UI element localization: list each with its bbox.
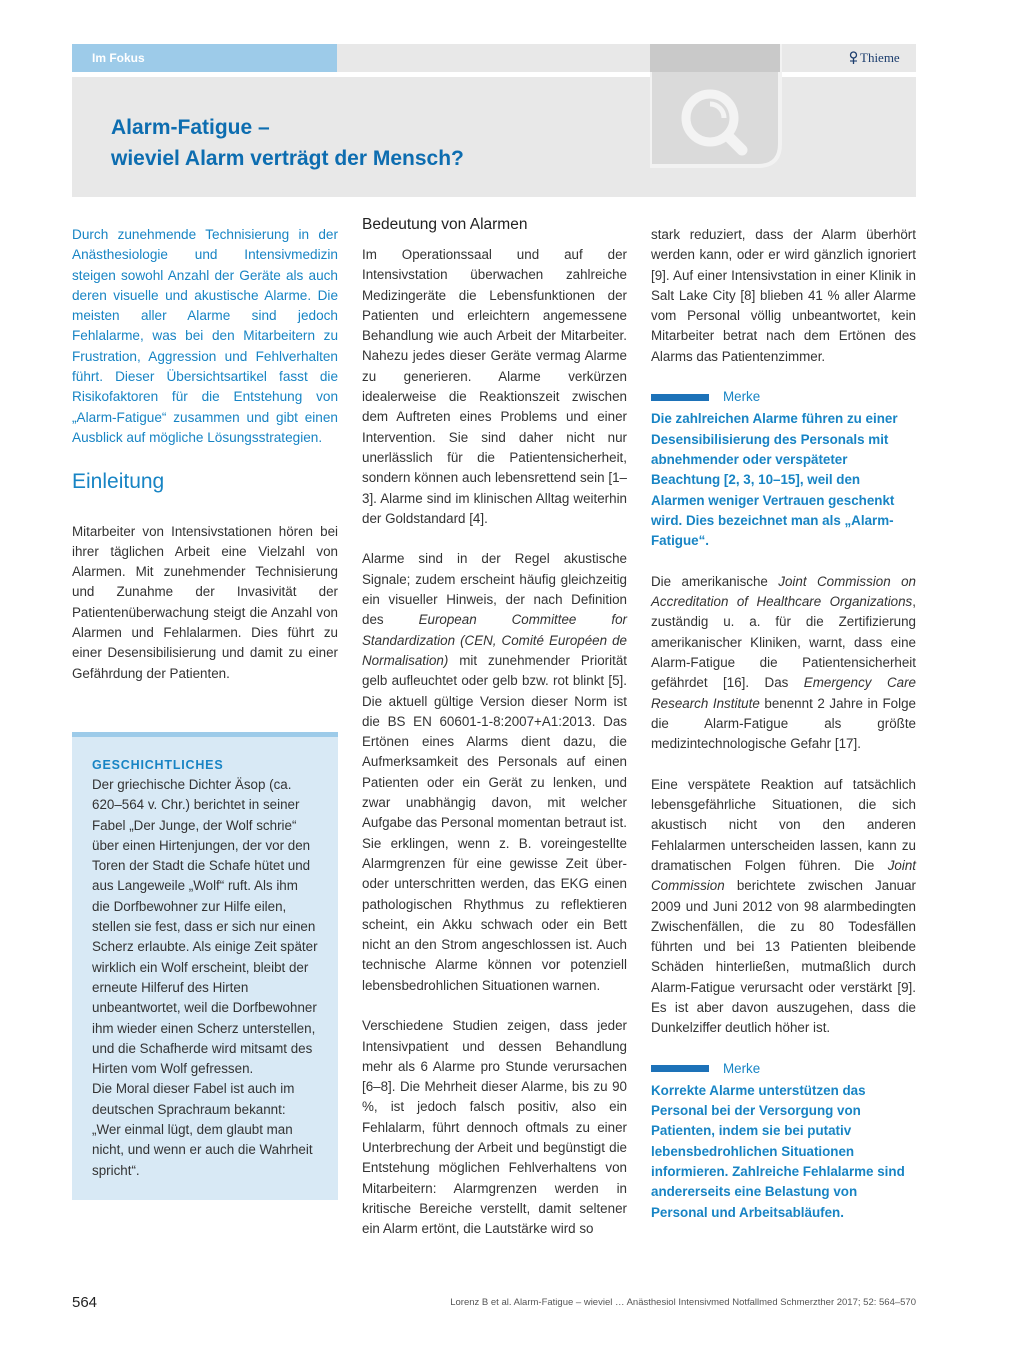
merke-bar <box>651 1065 709 1072</box>
column-2 <box>362 245 627 1240</box>
section-tab: Im Fokus <box>72 44 337 72</box>
paragraph <box>362 549 627 996</box>
text-run: Die amerikanische <box>651 573 779 589</box>
column-3 <box>651 225 916 1243</box>
article-title <box>111 112 631 174</box>
einleitung-text: Mitarbeiter von Intensivstationen hören bei ihrer täglichen Arbeit eine Vielzahl von Alarmen. Mit zunehmender Technisierung und Zunahme der Invasivität der Patientenüberwachung steigt die Anzahl von Alarmen und Fehlalarmen. Dies führt zu einer Desensibilisierung und damit zu einer Gefährdung der Patienten. <box>72 523 338 681</box>
merke-header <box>651 387 916 407</box>
title-line-2: wieviel Alarm verträgt der Mensch? <box>111 147 464 170</box>
paragraph: Im Operationssaal und auf der Intensivstation überwachen zahlreiche Medizingeräte die Lebensfunktionen der Patienten und erleichtern angemessene Behandlung wie auch Arbeit der Mitarbeiter. Nahezu jedes dieser Geräte vermag Alarme zu generieren. Alarme verkürzen idealerweise die Reaktionszeit zwischen dem Auftreten eines Problems und einer Intervention. Sie sind daher nicht nur unerlässlich für die Patientensicherheit, sondern können auch lebensrettend sein [1–3]. Alarme sind im klinischen Alltag weiterhin der Goldstandard [4]. <box>362 247 627 526</box>
merke-box-2 <box>651 1059 916 1223</box>
title-line-1: Alarm-Fatigue – <box>111 116 270 139</box>
italic-term: Joint Commission <box>651 857 916 894</box>
thieme-logo <box>848 50 900 66</box>
text-run: , zuständig u. a. für die Zertifizierung amerikanischer Kliniken, warnt, dass eine Alarm-Fatigue die Patientensicherheit gefährdet [16]. Das <box>651 594 916 691</box>
page-number: 564 <box>72 1294 98 1311</box>
history-box-title: GESCHICHTLICHES <box>92 758 224 772</box>
text-run: Eine verspätete Reaktion auf tatsächlich lebensgefährliche Situationen, die sich akustisch nicht von den anderen Fehlalarmen unterscheiden lassen, kann zu dramatischen Folgen führen. Die <box>651 776 916 873</box>
paragraph: Verschiedene Studien zeigen, dass jeder Intensivpatient und dessen Behandlung mehr als 6 Alarme pro Stunde verursachen [6–8]. Die Mehrheit dieser Alarme, bis zu 90 %, ist jedoch falsch positiv, also ein Fehlalarm, führt dennoch oftmals zu einer Unterbrechung der Arbeit und begünstigt die Entstehung möglichen Fehlverhaltens von Mitarbeitern: Alarmgrenzen werden in kritische Bereiche verstellt, damit seltener ein Alarm ertönt, die Lautstärke wird so <box>362 1018 627 1237</box>
merke-label: Merke <box>723 389 761 405</box>
history-box-moral: Die Moral dieser Fabel ist auch im deutschen Sprachraum bekannt: „Wer einmal lügt, dem glaubt man nicht, und wenn er auch die Wahrheit spricht“. <box>92 1081 313 1178</box>
thieme-logo-icon <box>848 51 859 64</box>
text-run: mit zunehmender Priorität gelb aufleuchtet oder gelb bzw. rot blinkt [5]. Die aktuell gültige Version dieser Norm ist die BS EN 60601-1-8:2007+A1:2013. Das Ertönen eines Alarms dient dazu, die Aufmerksamkeit des Personals auf einen Patienten oder ein Gerät zu lenken, und zwar unabhängig davon, mit welcher Aufgabe das Personal momentan betraut ist. Sie erklingen, wenn z. B. voreingestellte Alarmgrenzen für eine gewisse Zeit über- oder unterschritten werden, das EKG einen pathologischen Rhythmus zu reflektieren scheint, ein Akku schwach oder ein Bett nicht an den Strom angeschlossen ist. Auch technische Alarme können vor potenziell lebensbedrohlichen Situationen warnen. <box>362 652 627 993</box>
italic-term: Emergency Care Research Institute <box>651 675 916 711</box>
history-box <box>72 732 338 1200</box>
paragraph <box>651 572 916 755</box>
search-doc-icon <box>650 44 782 170</box>
text-run: berichtete zwischen Januar 2009 und Juni 2012 von 98 alarmbedingten Zwischenfällen, die zu 80 Todesfällen führten und bei 13 Patienten bleibende Schäden hinterließen, mutmaßlich durch Alarm-Fatigue verursacht oder verstärkt [9]. Es ist aber davon auszugehen, dass die Dunkelziffer deutlich höher ist. <box>651 878 916 1036</box>
merke-text: Die zahlreichen Alarme führen zu einer Desensibilisierung des Personals mit abnehmender oder verspäteter Beachtung [2, 3, 10–15], weil den Alarmen weniger Vertrauen geschenkt wird. Dies bezeichnet man als „Alarm-Fatigue“. <box>651 411 898 549</box>
merke-label: Merke <box>723 1060 761 1076</box>
italic-term: Joint Commission on Accreditation of Healthcare Organizations <box>651 573 916 610</box>
merke-header <box>651 1059 916 1079</box>
heading-einleitung: Einleitung <box>72 469 165 493</box>
paragraph <box>651 775 916 1039</box>
column-1 <box>72 225 338 684</box>
merke-bar <box>651 394 709 401</box>
text-run: benennt 2 Jahre in Folge die Alarm-Fatigue als größte medizintechnologische Gefahr [17]. <box>651 695 916 752</box>
citation: Lorenz B et al. Alarm-Fatigue – wieviel … Anästhesiol Intensivmed Notfallmed Schmerzther 2017; 52: 564–570 <box>450 1297 916 1308</box>
history-box-text: Der griechische Dichter Äsop (ca. 620–564 v. Chr.) berichtet in seiner Fabel „Der Junge, der Wolf schrie“ über einen Hirtenjungen, der vor den Toren der Stadt die Schafe hütet und aus Langeweile „Wolf“ ruft. Als ihm die Dorfbewohner zur Hilfe eilen, stellen sie fest, dass er sich nur einen Scherz erlaubte. Als einige Zeit später wirklich ein Wolf erscheint, bleibt der erneute Hilferuf des Hirten unbeantwortet, weil die Dorfbewohner ihm wieder einen Scherz unterstellen, und die Schafherde wird mitsamt des Hirten vom Wolf gefressen. <box>92 777 318 1077</box>
italic-term: European Committee for Standardization (CEN, Comité Européen de Normalisation) <box>362 612 627 668</box>
paragraph: stark reduziert, dass der Alarm überhört werden kann, oder er wird gänzlich ignoriert [9]. Auf einer Intensivstation in einer Klinik in Salt Lake City [8] blieben 41 % aller Alarme vom Personal völlig unbeantwortet, kein Mitarbeiter betrat nach dem Ertönen des Alarms das Patientenzimmer. <box>651 227 916 364</box>
publisher-name: Thieme <box>860 50 900 65</box>
text-run: Alarme sind in der Regel akustische Signale; zudem erscheint häufig gleichzeitig ein visueller Hinweis, der nach Definition des <box>362 551 627 628</box>
abstract: Durch zunehmende Technisierung in der Anästhesiologie und Intensivmedizin steigen sowohl Anzahl der Geräte als auch deren visuelle und akustische Alarme. Die meisten aller Alarme sind jedoch Fehlalarme, was bei den Mitarbeitern zu Frustration, Aggression und Fehlverhalten führt. Dieser Übersichtsartikel fasst die Risikofaktoren für die Entstehung von „Alarm-Fatigue“ zusammen und gibt einen Ausblick auf mögliche Lösungsstrategien. <box>72 227 338 445</box>
heading-bedeutung: Bedeutung von Alarmen <box>362 216 528 233</box>
merke-text: Korrekte Alarme unterstützen das Personal bei der Versorgung von Patienten, indem sie bei putativ lebensbedrohlichen Situationen informieren. Zahlreiche Fehlalarme sind andererseits eine Belastung von Personal und Arbeitsabläufen. <box>651 1082 905 1220</box>
merke-box-1 <box>651 387 916 551</box>
